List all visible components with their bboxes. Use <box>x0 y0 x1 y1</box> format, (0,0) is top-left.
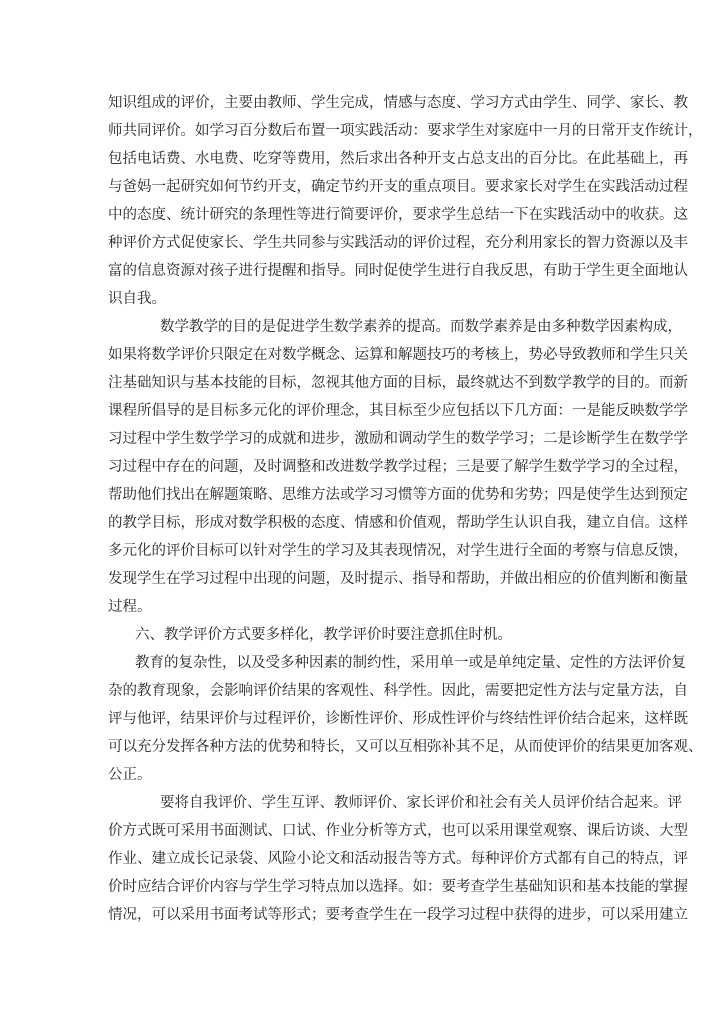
text-line: 注基础知识与基本技能的目标，忽视其他方面的目标，最终就达不到数学教学的目的。而新 <box>108 375 688 391</box>
text-line: 习过程中学生数学学习的成就和进步，激励和调动学生的数学学习；二是诊断学生在数学学 <box>108 431 688 447</box>
text-line: 评与他评，结果评价与过程评价，诊断性评价、形成性评价与终结性评价结合起来，这样既 <box>108 711 688 727</box>
paragraph <box>108 792 688 932</box>
paragraph <box>108 624 632 652</box>
text-line: 多元化的评价目标可以针对学生的学习及其表现情况，对学生进行全面的考察与信息反馈， <box>108 543 688 559</box>
text-line: 教育的复杂性，以及受多种因素的制约性，采用单一或是单纯定量、定性的方法评价复 <box>135 655 686 671</box>
text-line: 课程所倡导的是目标多元化的评价理念，其目标至少应包括以下几方面：一是能反映数学学 <box>108 403 688 419</box>
text-line: 数学教学的目的是促进学生数学素养的提高。而数学素养是由多种数学因素构成， <box>160 319 682 335</box>
text-line: 知识组成的评价，主要由教师、学生完成，情感与态度、学习方式由学生、同学、家长、教 <box>108 95 688 111</box>
text-line: 的教学目标，形成对数学积极的态度、情感和价值观，帮助学生认识自我，建立自信。这样 <box>108 515 688 531</box>
document-page <box>108 92 703 932</box>
text-line: 发现学生在学习过程中出现的问题，及时提示、指导和帮助，并做出相应的价值判断和衡量 <box>108 571 688 587</box>
text-line: 要将自我评价、学生互评、教师评价、家长评价和社会有关人员评价结合起来。评 <box>160 795 682 811</box>
text-line: 中的态度、统计研究的条理性等进行简要评价，要求学生总结一下在实践活动中的收获。这 <box>108 207 688 223</box>
text-line: 习过程中存在的问题，及时调整和改进数学教学过程；三是要了解学生数学学习的全过程， <box>108 459 688 475</box>
text-line: 过程。 <box>108 599 152 615</box>
text-line: 如果将数学评价只限定在对数学概念、运算和解题技巧的考核上，势必导致教师和学生只关 <box>108 347 688 363</box>
paragraph <box>108 316 688 624</box>
text-line: 六、教学评价方式要多样化，教学评价时要注意抓住时机。 <box>135 627 512 643</box>
text-line: 富的信息资源对孩子进行提醒和指导。同时促使学生进行自我反思，有助于学生更全面地认 <box>108 263 688 279</box>
text-line: 公正。 <box>108 767 152 783</box>
paragraph <box>108 92 703 316</box>
text-line: 与爸妈一起研究如何节约开支，确定节约开支的重点项目。要求家长对学生在实践活动过程 <box>108 179 688 195</box>
paragraph <box>108 652 703 792</box>
text-line: 师共同评价。如学习百分数后布置一项实践活动：要求学生对家庭中一月的日常开支作统计， <box>108 123 703 139</box>
text-line: 帮助他们找出在解题策略、思维方法或学习习惯等方面的优势和劣势；四是使学生达到预定 <box>108 487 688 503</box>
text-line: 价方式既可采用书面测试、口试、作业分析等方式，也可以采用课堂观察、课后访谈、大型 <box>108 823 688 839</box>
text-line: 作业、建立成长记录袋、风险小论文和活动报告等方式。每种评价方式都有自己的特点，评 <box>108 851 688 867</box>
text-line: 包括电话费、水电费、吃穿等费用，然后求出各种开支占总支出的百分比。在此基础上，再 <box>108 151 688 167</box>
text-line: 情况，可以采用书面考试等形式；要考查学生在一段学习过程中获得的进步，可以采用建立 <box>108 907 688 923</box>
text-line: 价时应结合评价内容与学生学习特点加以选择。如：要考查学生基础知识和基本技能的掌握 <box>108 879 688 895</box>
text-line: 杂的教育现象，会影响评价结果的客观性、科学性。因此，需要把定性方法与定量方法，自 <box>108 683 688 699</box>
text-line: 识自我。 <box>108 291 166 307</box>
text-line: 种评价方式促使家长、学生共同参与实践活动的评价过程，充分利用家长的智力资源以及丰 <box>108 235 688 251</box>
text-line: 可以充分发挥各种方法的优势和特长，又可以互相弥补其不足，从而使评价的结果更加客观、 <box>108 739 703 755</box>
